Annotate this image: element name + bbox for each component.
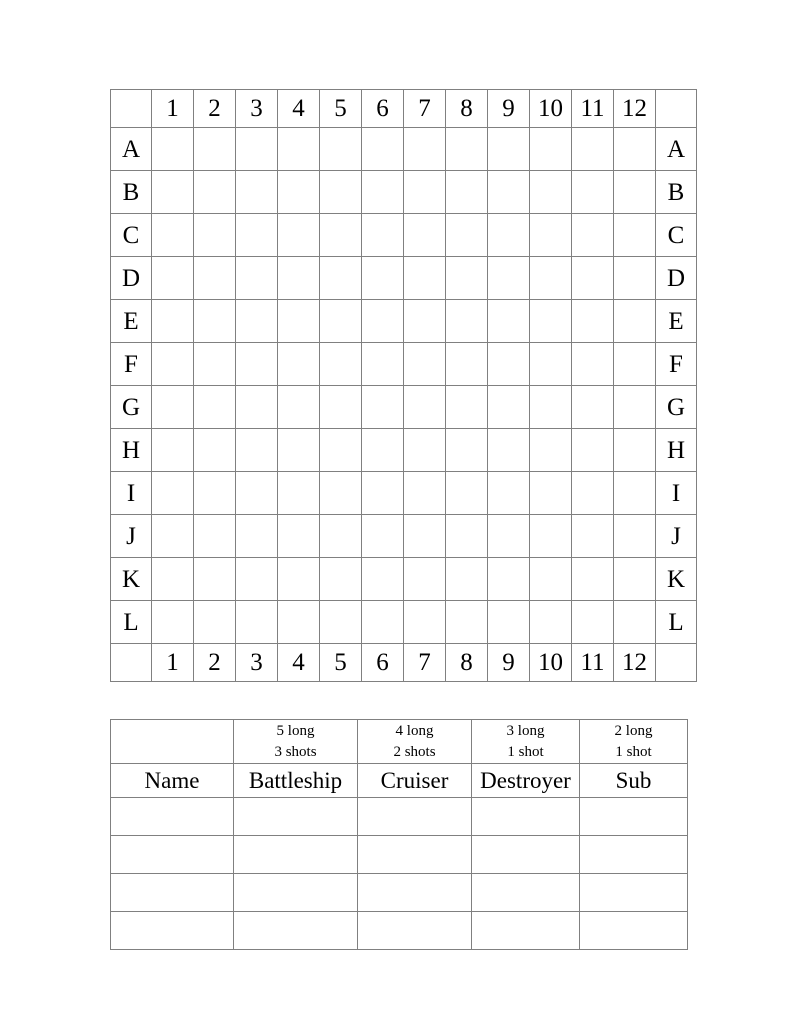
grid-cell-F4[interactable] <box>278 343 320 386</box>
grid-row-label-left-I: I <box>111 472 152 515</box>
grid-cell-J6[interactable] <box>362 515 404 558</box>
grid-cell-K7[interactable] <box>404 558 446 601</box>
grid-row-label-right-D: D <box>656 257 697 300</box>
grid-cell-G7[interactable] <box>404 386 446 429</box>
grid-cell-K3[interactable] <box>236 558 278 601</box>
grid-cell-J4[interactable] <box>278 515 320 558</box>
grid-cell-L5[interactable] <box>320 601 362 644</box>
ship-entry-destroyer-2[interactable] <box>472 836 580 874</box>
ship-entry-destroyer-4[interactable] <box>472 912 580 950</box>
grid-cell-B3[interactable] <box>236 171 278 214</box>
grid-cell-F6[interactable] <box>362 343 404 386</box>
ship-entry-sub-4[interactable] <box>580 912 688 950</box>
grid-column-header-6: 6 <box>362 90 404 128</box>
grid-column-header-3: 3 <box>236 90 278 128</box>
grid-cell-G2[interactable] <box>194 386 236 429</box>
grid-cell-K10[interactable] <box>530 558 572 601</box>
ship-entry-row <box>111 798 688 836</box>
grid-column-header-1: 1 <box>152 90 194 128</box>
ship-entry-cruiser-1[interactable] <box>358 798 472 836</box>
grid-cell-H6[interactable] <box>362 429 404 472</box>
grid-cell-C1[interactable] <box>152 214 194 257</box>
grid-corner-bottom-right <box>656 644 697 682</box>
grid-cell-H9[interactable] <box>488 429 530 472</box>
battleship-grid-body <box>111 90 697 682</box>
grid-row-label-left-H: H <box>111 429 152 472</box>
grid-column-header-9: 9 <box>488 90 530 128</box>
grid-column-header-10: 10 <box>530 90 572 128</box>
grid-cell-L1[interactable] <box>152 601 194 644</box>
ship-spec-sub-shots: 1 shot <box>615 743 652 760</box>
grid-cell-F12[interactable] <box>614 343 656 386</box>
grid-cell-G1[interactable] <box>152 386 194 429</box>
grid-column-header-row <box>111 90 697 128</box>
grid-cell-F11[interactable] <box>572 343 614 386</box>
ship-name-header-row <box>111 764 688 798</box>
grid-row-label-right-A: A <box>656 128 697 171</box>
ship-entry-name-3[interactable] <box>111 874 234 912</box>
grid-cell-F7[interactable] <box>404 343 446 386</box>
grid-row-label-right-I: I <box>656 472 697 515</box>
grid-cell-I8[interactable] <box>446 472 488 515</box>
grid-cell-E9[interactable] <box>488 300 530 343</box>
ship-header-cruiser: Cruiser <box>358 764 472 798</box>
grid-cell-A6[interactable] <box>362 128 404 171</box>
ship-entry-name-4[interactable] <box>111 912 234 950</box>
grid-row <box>111 472 697 515</box>
grid-cell-J2[interactable] <box>194 515 236 558</box>
grid-row-label-right-L: L <box>656 601 697 644</box>
grid-cell-K4[interactable] <box>278 558 320 601</box>
grid-cell-A2[interactable] <box>194 128 236 171</box>
grid-cell-I1[interactable] <box>152 472 194 515</box>
grid-cell-I9[interactable] <box>488 472 530 515</box>
grid-cell-E6[interactable] <box>362 300 404 343</box>
grid-column-footer-10: 10 <box>530 644 572 682</box>
grid-cell-H10[interactable] <box>530 429 572 472</box>
grid-cell-E4[interactable] <box>278 300 320 343</box>
grid-row-label-right-H: H <box>656 429 697 472</box>
grid-cell-I2[interactable] <box>194 472 236 515</box>
grid-column-header-7: 7 <box>404 90 446 128</box>
ship-entry-cruiser-3[interactable] <box>358 874 472 912</box>
grid-cell-F2[interactable] <box>194 343 236 386</box>
grid-cell-B9[interactable] <box>488 171 530 214</box>
ship-spec-cruiser-shots: 2 shots <box>393 743 436 760</box>
grid-column-header-2: 2 <box>194 90 236 128</box>
grid-row <box>111 343 697 386</box>
grid-cell-D1[interactable] <box>152 257 194 300</box>
grid-cell-E1[interactable] <box>152 300 194 343</box>
grid-cell-I4[interactable] <box>278 472 320 515</box>
ship-spec-cruiser-length: 4 long <box>395 723 434 740</box>
grid-column-header-5: 5 <box>320 90 362 128</box>
grid-cell-A7[interactable] <box>404 128 446 171</box>
ship-header-destroyer: Destroyer <box>472 764 580 798</box>
grid-corner-top-left <box>111 90 152 128</box>
grid-cell-G10[interactable] <box>530 386 572 429</box>
grid-cell-F1[interactable] <box>152 343 194 386</box>
grid-cell-C4[interactable] <box>278 214 320 257</box>
ship-roster-body <box>111 720 688 950</box>
grid-cell-E7[interactable] <box>404 300 446 343</box>
grid-cell-L3[interactable] <box>236 601 278 644</box>
grid-row-label-left-A: A <box>111 128 152 171</box>
grid-cell-E3[interactable] <box>236 300 278 343</box>
grid-cell-L2[interactable] <box>194 601 236 644</box>
grid-cell-J11[interactable] <box>572 515 614 558</box>
grid-cell-C3[interactable] <box>236 214 278 257</box>
grid-cell-H3[interactable] <box>236 429 278 472</box>
grid-cell-J12[interactable] <box>614 515 656 558</box>
ship-entry-name-1[interactable] <box>111 798 234 836</box>
grid-cell-D11[interactable] <box>572 257 614 300</box>
grid-cell-C7[interactable] <box>404 214 446 257</box>
grid-cell-J3[interactable] <box>236 515 278 558</box>
ship-header-battleship: Battleship <box>234 764 358 798</box>
grid-cell-I3[interactable] <box>236 472 278 515</box>
grid-cell-I12[interactable] <box>614 472 656 515</box>
grid-cell-C11[interactable] <box>572 214 614 257</box>
grid-cell-D9[interactable] <box>488 257 530 300</box>
grid-cell-L10[interactable] <box>530 601 572 644</box>
grid-column-header-11: 11 <box>572 90 614 128</box>
grid-corner-bottom-left <box>111 644 152 682</box>
ship-header-sub: Sub <box>580 764 688 798</box>
grid-cell-A12[interactable] <box>614 128 656 171</box>
grid-row <box>111 558 697 601</box>
grid-row-label-left-K: K <box>111 558 152 601</box>
grid-cell-F8[interactable] <box>446 343 488 386</box>
grid-cell-J5[interactable] <box>320 515 362 558</box>
grid-cell-D7[interactable] <box>404 257 446 300</box>
grid-cell-I7[interactable] <box>404 472 446 515</box>
grid-cell-H11[interactable] <box>572 429 614 472</box>
grid-row <box>111 429 697 472</box>
ship-entry-destroyer-3[interactable] <box>472 874 580 912</box>
grid-cell-K6[interactable] <box>362 558 404 601</box>
grid-cell-B10[interactable] <box>530 171 572 214</box>
grid-cell-L11[interactable] <box>572 601 614 644</box>
grid-cell-D10[interactable] <box>530 257 572 300</box>
grid-column-footer-2: 2 <box>194 644 236 682</box>
grid-cell-A9[interactable] <box>488 128 530 171</box>
ship-spec-sub-length: 2 long <box>614 723 653 740</box>
grid-column-footer-9: 9 <box>488 644 530 682</box>
ship-spec-row <box>111 720 688 764</box>
grid-cell-H5[interactable] <box>320 429 362 472</box>
grid-cell-A11[interactable] <box>572 128 614 171</box>
ship-spec-battleship-length: 5 long <box>276 723 315 740</box>
ship-header-name: Name <box>111 764 234 798</box>
grid-column-footer-12: 12 <box>614 644 656 682</box>
grid-cell-D4[interactable] <box>278 257 320 300</box>
ship-entry-battleship-2[interactable] <box>234 836 358 874</box>
grid-row <box>111 214 697 257</box>
ship-entry-battleship-4[interactable] <box>234 912 358 950</box>
grid-cell-G8[interactable] <box>446 386 488 429</box>
grid-cell-L12[interactable] <box>614 601 656 644</box>
ship-entry-sub-1[interactable] <box>580 798 688 836</box>
grid-row-label-right-B: B <box>656 171 697 214</box>
grid-row-label-left-D: D <box>111 257 152 300</box>
grid-cell-A10[interactable] <box>530 128 572 171</box>
grid-cell-A3[interactable] <box>236 128 278 171</box>
grid-cell-E2[interactable] <box>194 300 236 343</box>
ship-spec-destroyer <box>472 720 580 764</box>
ship-entry-battleship-3[interactable] <box>234 874 358 912</box>
grid-row-label-left-F: F <box>111 343 152 386</box>
grid-cell-J7[interactable] <box>404 515 446 558</box>
grid-column-footer-8: 8 <box>446 644 488 682</box>
ship-spec-destroyer-shots: 1 shot <box>507 743 544 760</box>
grid-cell-E11[interactable] <box>572 300 614 343</box>
grid-cell-C2[interactable] <box>194 214 236 257</box>
ship-entry-cruiser-2[interactable] <box>358 836 472 874</box>
grid-row-label-right-J: J <box>656 515 697 558</box>
grid-cell-D2[interactable] <box>194 257 236 300</box>
grid-cell-K5[interactable] <box>320 558 362 601</box>
grid-row-label-left-J: J <box>111 515 152 558</box>
grid-row <box>111 257 697 300</box>
grid-cell-B8[interactable] <box>446 171 488 214</box>
grid-cell-I5[interactable] <box>320 472 362 515</box>
grid-cell-K8[interactable] <box>446 558 488 601</box>
grid-cell-C6[interactable] <box>362 214 404 257</box>
grid-cell-D3[interactable] <box>236 257 278 300</box>
grid-cell-G9[interactable] <box>488 386 530 429</box>
grid-cell-C9[interactable] <box>488 214 530 257</box>
grid-cell-I10[interactable] <box>530 472 572 515</box>
grid-cell-K12[interactable] <box>614 558 656 601</box>
grid-cell-L4[interactable] <box>278 601 320 644</box>
grid-cell-D8[interactable] <box>446 257 488 300</box>
grid-cell-D12[interactable] <box>614 257 656 300</box>
grid-column-header-12: 12 <box>614 90 656 128</box>
grid-column-header-4: 4 <box>278 90 320 128</box>
grid-row-label-right-F: F <box>656 343 697 386</box>
ship-spec-blank-cell <box>111 720 234 764</box>
grid-cell-I6[interactable] <box>362 472 404 515</box>
ship-entry-cruiser-4[interactable] <box>358 912 472 950</box>
grid-cell-B1[interactable] <box>152 171 194 214</box>
grid-cell-A4[interactable] <box>278 128 320 171</box>
grid-row-label-right-G: G <box>656 386 697 429</box>
grid-column-footer-1: 1 <box>152 644 194 682</box>
grid-cell-H12[interactable] <box>614 429 656 472</box>
grid-cell-G4[interactable] <box>278 386 320 429</box>
ship-spec-battleship <box>234 720 358 764</box>
grid-cell-J8[interactable] <box>446 515 488 558</box>
grid-cell-H2[interactable] <box>194 429 236 472</box>
grid-cell-B7[interactable] <box>404 171 446 214</box>
ship-entry-destroyer-1[interactable] <box>472 798 580 836</box>
grid-cell-E5[interactable] <box>320 300 362 343</box>
grid-cell-E12[interactable] <box>614 300 656 343</box>
grid-cell-B11[interactable] <box>572 171 614 214</box>
grid-cell-C5[interactable] <box>320 214 362 257</box>
grid-row-label-right-C: C <box>656 214 697 257</box>
ship-entry-name-2[interactable] <box>111 836 234 874</box>
ship-entry-sub-3[interactable] <box>580 874 688 912</box>
grid-cell-K9[interactable] <box>488 558 530 601</box>
grid-column-footer-6: 6 <box>362 644 404 682</box>
grid-corner-top-right <box>656 90 697 128</box>
grid-cell-H8[interactable] <box>446 429 488 472</box>
grid-cell-C8[interactable] <box>446 214 488 257</box>
grid-cell-B5[interactable] <box>320 171 362 214</box>
grid-cell-A5[interactable] <box>320 128 362 171</box>
grid-cell-B12[interactable] <box>614 171 656 214</box>
grid-column-header-8: 8 <box>446 90 488 128</box>
grid-column-footer-11: 11 <box>572 644 614 682</box>
grid-cell-C10[interactable] <box>530 214 572 257</box>
ship-spec-cruiser <box>358 720 472 764</box>
grid-row-label-left-G: G <box>111 386 152 429</box>
grid-column-footer-4: 4 <box>278 644 320 682</box>
grid-cell-H1[interactable] <box>152 429 194 472</box>
grid-row-label-left-C: C <box>111 214 152 257</box>
grid-cell-L8[interactable] <box>446 601 488 644</box>
grid-row-label-right-E: E <box>656 300 697 343</box>
grid-column-footer-3: 3 <box>236 644 278 682</box>
grid-cell-B4[interactable] <box>278 171 320 214</box>
grid-column-footer-row <box>111 644 697 682</box>
ship-spec-sub <box>580 720 688 764</box>
ship-entry-sub-2[interactable] <box>580 836 688 874</box>
ship-entry-row <box>111 836 688 874</box>
grid-cell-L9[interactable] <box>488 601 530 644</box>
grid-cell-J9[interactable] <box>488 515 530 558</box>
grid-row <box>111 171 697 214</box>
grid-cell-G12[interactable] <box>614 386 656 429</box>
grid-cell-E8[interactable] <box>446 300 488 343</box>
ship-entry-battleship-1[interactable] <box>234 798 358 836</box>
grid-column-footer-7: 7 <box>404 644 446 682</box>
grid-cell-B2[interactable] <box>194 171 236 214</box>
ship-entry-row <box>111 912 688 950</box>
grid-row-label-left-B: B <box>111 171 152 214</box>
grid-row <box>111 128 697 171</box>
grid-cell-F10[interactable] <box>530 343 572 386</box>
grid-cell-L7[interactable] <box>404 601 446 644</box>
grid-cell-J10[interactable] <box>530 515 572 558</box>
battleship-grid <box>110 89 697 682</box>
grid-cell-G11[interactable] <box>572 386 614 429</box>
grid-cell-G5[interactable] <box>320 386 362 429</box>
grid-cell-G6[interactable] <box>362 386 404 429</box>
ship-roster-table <box>110 719 688 950</box>
grid-cell-H4[interactable] <box>278 429 320 472</box>
grid-cell-A8[interactable] <box>446 128 488 171</box>
grid-cell-A1[interactable] <box>152 128 194 171</box>
grid-cell-D6[interactable] <box>362 257 404 300</box>
grid-cell-L6[interactable] <box>362 601 404 644</box>
grid-row <box>111 386 697 429</box>
grid-row <box>111 601 697 644</box>
grid-cell-B6[interactable] <box>362 171 404 214</box>
grid-cell-D5[interactable] <box>320 257 362 300</box>
grid-cell-I11[interactable] <box>572 472 614 515</box>
grid-cell-G3[interactable] <box>236 386 278 429</box>
grid-cell-F9[interactable] <box>488 343 530 386</box>
grid-row <box>111 300 697 343</box>
grid-column-footer-5: 5 <box>320 644 362 682</box>
grid-cell-K2[interactable] <box>194 558 236 601</box>
grid-row-label-left-E: E <box>111 300 152 343</box>
grid-cell-K1[interactable] <box>152 558 194 601</box>
grid-cell-F3[interactable] <box>236 343 278 386</box>
grid-row <box>111 515 697 558</box>
grid-row-label-right-K: K <box>656 558 697 601</box>
grid-row-label-left-L: L <box>111 601 152 644</box>
ship-spec-battleship-shots: 3 shots <box>274 743 317 760</box>
ship-spec-destroyer-length: 3 long <box>506 723 545 740</box>
grid-cell-H7[interactable] <box>404 429 446 472</box>
grid-cell-J1[interactable] <box>152 515 194 558</box>
grid-cell-K11[interactable] <box>572 558 614 601</box>
grid-cell-C12[interactable] <box>614 214 656 257</box>
ship-entry-row <box>111 874 688 912</box>
grid-cell-F5[interactable] <box>320 343 362 386</box>
grid-cell-E10[interactable] <box>530 300 572 343</box>
